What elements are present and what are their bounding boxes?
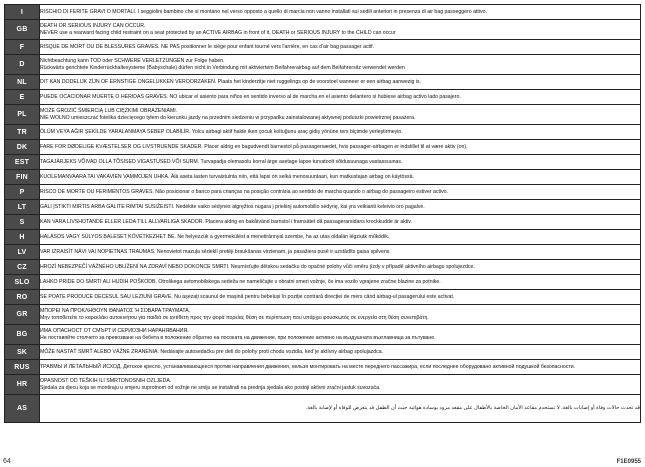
warning-text-line: NEVER use a rearward facing child restraint on a seat protected by an ACTIVE AIRBAG in front of it, DEATH or SERIOUS INJURY to the CHILD can occur	[40, 29, 396, 36]
warning-text	[40, 325, 641, 345]
warning-text-line: PUEDE OCACIONAR MUERTE O HERIDAS GRAVES. NO ubicar el asiento para niños en sentido inverso al de marcha en el asiento delantero si hubiese airbag activo lado pasajero.	[40, 93, 461, 100]
language-code: SLO	[5, 275, 40, 290]
warning-text-line: ИМА ОПАСНОСТ ОТ СМЪРТ И СЕРИОЗНИ НАРАНЯВАНИЯ.	[40, 328, 189, 335]
warning-text-line: RISQUE DE MORT OU DE BLESSURES GRAVES. NE PAS positionner le siège pour enfant tourné vers l'arrière, en cas d'air bag passager actif.	[40, 43, 375, 50]
airbag-warning-table	[4, 4, 641, 423]
warning-text	[40, 170, 641, 185]
warning-text-line: KUOLEMANVAARA TAI VAKAVIEN VAMMOJEN UHKA. Älä aseta lasten turvaistuinta niin, että lapsi on selkä menosuuntaan, kun matkustajan airbag on käytössä.	[40, 173, 414, 180]
language-code: CZ	[5, 260, 40, 275]
warning-text	[40, 395, 641, 423]
warning-text-line: ΜΠΟΡΕΙ ΝΑ ΠΡΟΚΛΗΘΟΥΝ ΘΑΝΑΤΟΣ Ή ΣΟΒΑΡΑ ΤΡΑΥΜΑΤΑ.	[40, 308, 191, 315]
warning-row	[5, 230, 641, 245]
language-code: DK	[5, 140, 40, 155]
language-code: GR	[5, 305, 40, 325]
warning-text-line: MÔŽE NASTAŤ SMRŤ ALEBO VÁŽNE ZRANENIA. Nedávajte autosedačku pre deti do polohy proti chodu vozidla, keď je aktívny airbag spolujazdca.	[40, 348, 384, 355]
warning-text-line: RISCHIO DI FERITE GRAVI O MORTALI. I seggiolini bambino che si montano nel verso opposto a quello di marcia non vanno installati sui sedili anteriori in presenza di air bag passeggero attivo.	[40, 8, 487, 15]
warning-row	[5, 40, 641, 55]
language-code: BG	[5, 325, 40, 345]
language-code: TR	[5, 125, 40, 140]
warning-text-line: MOŻE GROZIĆ ŚMIERCIĄ LUB CIĘŻKIMI OBRAŻENIAMI.	[40, 108, 178, 115]
warning-text-line: ÖLÜM VEYA AĞIR ŞEKİLDE YARALANMAYA SEBEP OLABİLİR. Yolcu airbagi aktif halde iken çocuk koltuğunu araç gidiş yönüne ters biçimde yerleştirmeyin.	[40, 128, 403, 135]
warning-row	[5, 200, 641, 215]
language-code: RUS	[5, 360, 40, 375]
warning-text	[40, 75, 641, 90]
language-code: FIN	[5, 170, 40, 185]
warning-row	[5, 305, 641, 325]
language-code: RO	[5, 290, 40, 305]
warning-text-line: OPASNOST OD TEŠKIH ILI SMRTONOSNIH OZLJEDA.	[40, 378, 172, 385]
warning-text-line: Rückwärts gerichtete Kinderrückhaltesysteme (Babyschale) dürfen nicht in Verbindung mit aktiviertem Beifahrerairbag auf dem Beifahrersitz verwendet werden	[40, 64, 405, 71]
warning-text-line: FARE FOR DØDELIGE KVÆSTELSER OG LIVSTRUENDE SKADER. Placer aldrig en bagudvendt barnestol på passagersædet, hvis passager-airbagen er indstillet til at være aktiv (on).	[40, 143, 468, 150]
warning-text	[40, 90, 641, 105]
warning-text-line: TAGAJÄRJEKS VÕIVAD OLLA TÕSISED VIGASTUSED VÕI SURM. Turvapadja olemasolu korral ärge asetage lapse turvatoolt sõidusuunaga vastassuunas.	[40, 158, 403, 165]
language-code: F	[5, 40, 40, 55]
warning-row	[5, 75, 641, 90]
language-code: HR	[5, 375, 40, 395]
warning-text	[40, 155, 641, 170]
language-code: LT	[5, 200, 40, 215]
warning-row	[5, 375, 641, 395]
warning-text-line: DIT KAN DODELIJK ZIJN OF ERNSTIGE ONGELUKKEN VEROORZAKEN. Plaats het kinderzitje niet ruggelings op de voorstoel wanneer er een airbag aanwezig is.	[40, 78, 422, 85]
warning-text-line: Μην τοποθετείτε το καρεκλάκι αυτοκινήτου για παιδιά σε αντίθετη προς την φορά πορείας θέση σε περίπτωση που υπάρχει φουσκωτός σε ενεργεία στη θέση συνεπιβάτη.	[40, 314, 429, 321]
warning-row	[5, 125, 641, 140]
language-code: NL	[5, 75, 40, 90]
warning-row	[5, 90, 641, 105]
warning-text-line: Не поставяйте столчето за превозване на бебета в положение обратно на посоката на движение, при положение активно на въздушната възглавница за пътуване.	[40, 334, 436, 341]
warning-text-line: RISCO DE MORTE OU FERIMENTOS GRAVES. Não posicionar o banco para crianças na posição contrária ao sentido de marcha quando o airbag do passageiro estiver activo.	[40, 188, 448, 195]
warning-text-line: Nichtbeachtung kann TOD oder SCHWERE VERLETZUNGEN zur Folge haben.	[40, 58, 225, 65]
warning-text	[40, 125, 641, 140]
warning-row	[5, 140, 641, 155]
warning-text-line: LAHKO PRIDE DO SMRTI ALI HUDIH POŠKODB. Otroškega avtomobilskega sedeža ne nameščajte v obratni smeri vožnje, če ima vozilo vgrajene zračne blazine za potnike.	[40, 278, 441, 285]
warning-row	[5, 275, 641, 290]
reference-code: F1E0955	[616, 459, 641, 465]
warning-text-line: Sjedala za djecu koja se montiraju u smjeru suprotnom od vožnje ne smiju se instalirati na prednja sjedala ako postoji aktivni zračni jastuk suvozača.	[40, 384, 381, 391]
warning-row	[5, 5, 641, 20]
language-code: GB	[5, 20, 40, 40]
warning-row	[5, 55, 641, 75]
warning-row	[5, 215, 641, 230]
language-code: E	[5, 90, 40, 105]
language-code: PL	[5, 105, 40, 125]
warning-row	[5, 105, 641, 125]
warning-text-line: NIE WOLNO umieszczać fotelika dziecięcego tyłem do kierunku jazdy na przednim siedzeniu w przypadku zainstalowanej aktywnej poduszki powietrznej pasażera.	[40, 114, 416, 121]
warning-text	[40, 275, 641, 290]
warning-text	[40, 140, 641, 155]
warning-row	[5, 20, 641, 40]
warning-row	[5, 290, 641, 305]
language-code: EST	[5, 155, 40, 170]
warning-text	[40, 245, 641, 260]
warning-text	[40, 185, 641, 200]
warning-row	[5, 170, 641, 185]
warning-text-line: HALÁSOS VAGY SÚLYOS BALESET KÖVETKEZHET BE. Ne helyezzük a gyermekülést a menetiránnyal szembe, ha az utas oldalán légzsák működik.	[40, 233, 390, 240]
warning-text	[40, 290, 641, 305]
warning-text-line: VAR IZRAISĪT NĀVI VAI NOPIETNAS TRAUMAS. Nenovietot mazuļa sēdeklī pretēji braukšanas virzienam, ja pasažiera pusē ir uzstādīts gaisa spilvens.	[40, 248, 391, 255]
warning-text-line: SE POATE PRODUCE DECESUL SAU LEZIUNI GRAVE. Nu așezați scaunul de mașină pentru bebeluși în poziție contrară direcției de mers când airbag-ul pasagerului este activat.	[40, 293, 455, 300]
language-code: H	[5, 230, 40, 245]
language-code: D	[5, 55, 40, 75]
warning-text-line: قد تحدث حالات وفاة أو إصابات بالغة. لا تستخدم مقاعد الأمان الخاصة بالأطفال على مقعد مزود بوسادة هوائية حيث أن الطفل قد يتعرض للوفاة أو لإصابة بالغة.	[305, 405, 640, 412]
language-code: SK	[5, 345, 40, 360]
warning-text	[40, 345, 641, 360]
language-code: LV	[5, 245, 40, 260]
warning-row	[5, 260, 641, 275]
warning-text	[40, 5, 641, 20]
warning-row	[5, 155, 641, 170]
language-code: I	[5, 5, 40, 20]
language-code: AS	[5, 395, 40, 423]
warning-text	[40, 230, 641, 245]
language-code: P	[5, 185, 40, 200]
page-number: 64	[3, 458, 11, 465]
warning-text	[40, 200, 641, 215]
warning-row	[5, 185, 641, 200]
language-code: S	[5, 215, 40, 230]
warning-row	[5, 395, 641, 423]
warning-row	[5, 360, 641, 375]
warning-text-line: DEATH OR SERIOUS INJURY CAN OCCUR.	[40, 23, 146, 30]
warning-text	[40, 360, 641, 375]
warning-text	[40, 20, 641, 40]
warning-text	[40, 105, 641, 125]
warning-text	[40, 55, 641, 75]
warning-row	[5, 345, 641, 360]
warning-text	[40, 305, 641, 325]
warning-text-line: ТРАВМЫ И ЛЕТАЛЬНЫЙ ИСХОД. Детское кресло, устанавливающееся против направления движения, нельзя монтировать на месте переднего пассажира, если последнее оборудовано активной подушкой безопасности.	[40, 363, 576, 370]
warning-text-line: GALI ĮSTIKTI MIRTIS ARBA GALITE RIMTAI SUSIŽEISTI. Nedėkite vaiko sėdynės atgręžtos nugara į priekinį automobilio sėdynę, kai yra veikianti keleivio oro pagalvė.	[40, 203, 425, 210]
warning-text-line: KAN VARA LIVSHOTANDE ELLER LEDA TILL ALLVARLIGA SKADOR. Placera aldrig en bakåtvänd barnstol i framsätet då passagerarsidans krockkudde är aktiv.	[40, 218, 413, 225]
warning-row	[5, 325, 641, 345]
warning-text	[40, 375, 641, 395]
warning-row	[5, 245, 641, 260]
warning-text	[40, 40, 641, 55]
warning-text	[40, 260, 641, 275]
warning-text-line: HROZÍ NEBEZPEČÍ VÁŽNÉHO UBLÍŽENÍ NA ZDRAVÍ NEBO DOKONCE SMRTI. Neumísťujte dětskou sedačku do opačné polohy vůči směru jízdy v případě aktivního airbagu spolujezdce.	[40, 263, 475, 270]
warning-text	[40, 215, 641, 230]
